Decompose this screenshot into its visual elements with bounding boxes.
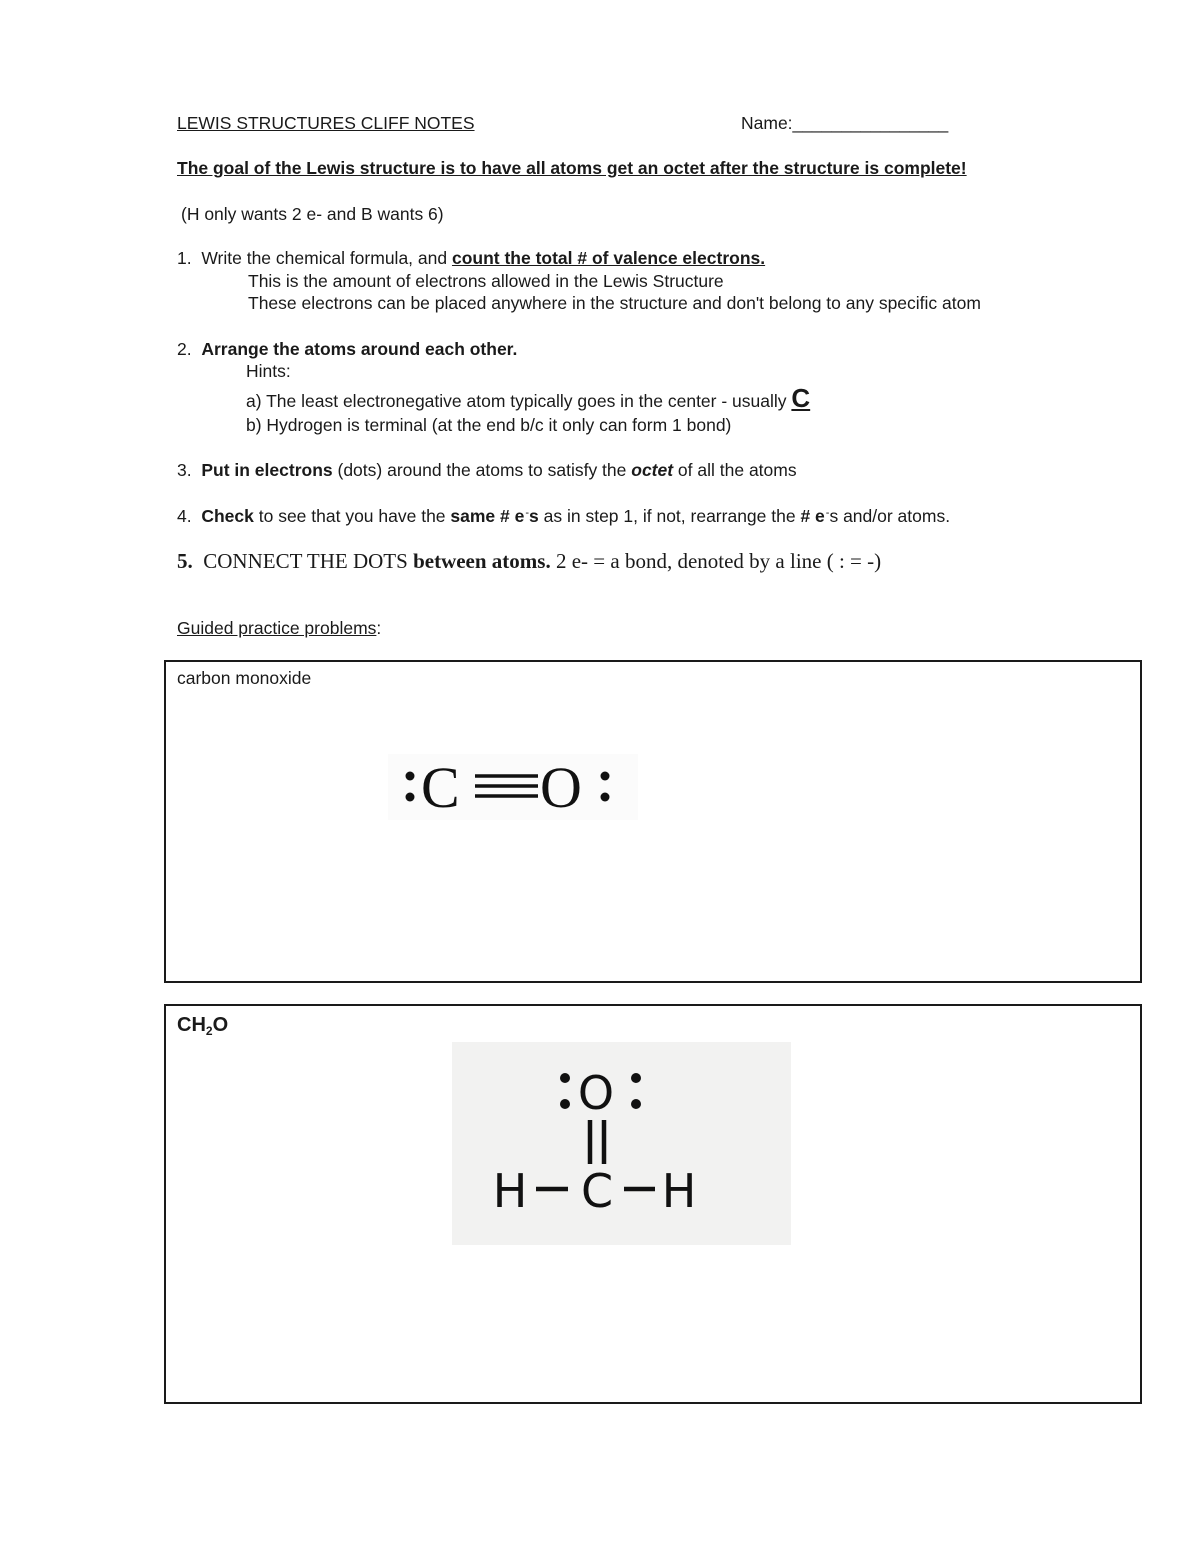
step-4-text-2: as in step 1, if not, rearrange the (538, 506, 801, 526)
o-lone-pair-dot-top (601, 772, 610, 781)
ch2o-lewis-structure (452, 1042, 791, 1245)
step-3-bold: Put in electrons (201, 460, 333, 480)
step-5 (177, 549, 881, 574)
step-4-superscript-2: - (825, 507, 830, 519)
step-1-text: Write the chemical formula, and (201, 248, 452, 268)
step-4-text-3: s and/or atoms. (829, 506, 951, 526)
hint-a-carbon: C (791, 383, 811, 413)
step-1-line-2: This is the amount of electrons allowed in the Lewis Structure (248, 271, 724, 291)
step-4-superscript-1: - (525, 507, 530, 519)
step-5-text: 2 e- = a bond, denoted by a line ( : = -) (550, 549, 882, 573)
c-lone-pair-dot-top (406, 772, 415, 781)
box-2-label (177, 1014, 228, 1038)
guided-practice-colon: : (376, 618, 382, 638)
ch2o-carbon-atom: C (580, 1164, 614, 1218)
box-1-label: carbon monoxide (177, 668, 312, 688)
practice-box-ch2o (164, 1004, 1142, 1404)
step-3-italic: octet (631, 460, 674, 480)
c-lone-pair-dot-bottom (406, 793, 415, 802)
step-4-bold-3: # e (800, 506, 825, 526)
goal-statement: The goal of the Lewis structure is to have all atoms get an octet after the structure is complete! (177, 158, 967, 178)
ch2o-hydrogen-left: H (492, 1164, 528, 1218)
step-4-bold-2: same # e (450, 506, 525, 526)
co-oxygen-atom: O (540, 755, 582, 820)
guided-practice-label: Guided practice problems (177, 618, 377, 638)
step-1-number: 1. (177, 248, 192, 268)
step-2-hints-label: Hints: (246, 361, 291, 381)
practice-box-carbon-monoxide (164, 660, 1142, 983)
step-2-hint-a (246, 383, 811, 413)
step-1 (177, 248, 765, 269)
exception-note: (H only wants 2 e- and B wants 6) (181, 204, 444, 224)
o-left-dot-bottom (560, 1099, 570, 1109)
step-4-text-1: to see that you have the (253, 506, 451, 526)
ch2o-oxygen-atom: O (577, 1066, 615, 1120)
step-1-line-3: These electrons can be placed anywhere in the structure and don't belong to any specific atom (248, 293, 981, 313)
step-2-number: 2. (177, 339, 192, 359)
step-4-number: 4. (177, 506, 192, 526)
step-3 (177, 460, 797, 481)
step-1-bold: count the total # of valence electrons. (451, 248, 766, 268)
step-5-caps: CONNECT THE DOTS (203, 549, 408, 573)
ch2o-label-subscript: 2 (205, 1024, 213, 1038)
co-carbon-atom: C (421, 755, 460, 820)
ch2o-label-ch: CH (177, 1014, 206, 1036)
step-5-bold: between atoms. (407, 549, 551, 573)
o-left-dot-top (560, 1073, 570, 1083)
ch2o-label-o: O (212, 1014, 229, 1036)
step-5-number: 5. (177, 549, 193, 573)
name-field-label: Name:________________ (741, 113, 949, 133)
step-3-text-1: (dots) around the atoms to satisfy the (332, 460, 632, 480)
step-4 (177, 506, 950, 527)
o-right-dot-top (631, 1073, 641, 1083)
step-2 (177, 339, 517, 360)
ch2o-hydrogen-right: H (661, 1164, 697, 1218)
step-2-hint-b: b) Hydrogen is terminal (at the end b/c it only can form 1 bond) (246, 415, 732, 435)
step-3-text-2: of all the atoms (673, 460, 797, 480)
step-2-bold: Arrange the atoms around each other. (201, 339, 518, 359)
page-title: LEWIS STRUCTURES CLIFF NOTES (177, 113, 475, 133)
step-4-bold-2b: s (529, 506, 539, 526)
step-3-number: 3. (177, 460, 192, 480)
o-lone-pair-dot-bottom (601, 793, 610, 802)
guided-practice-heading (177, 618, 381, 639)
co-lewis-structure (388, 754, 638, 820)
hint-a-text: a) The least electronegative atom typically goes in the center - usually (246, 391, 792, 411)
step-4-bold-1: Check (201, 506, 254, 526)
o-right-dot-bottom (631, 1099, 641, 1109)
